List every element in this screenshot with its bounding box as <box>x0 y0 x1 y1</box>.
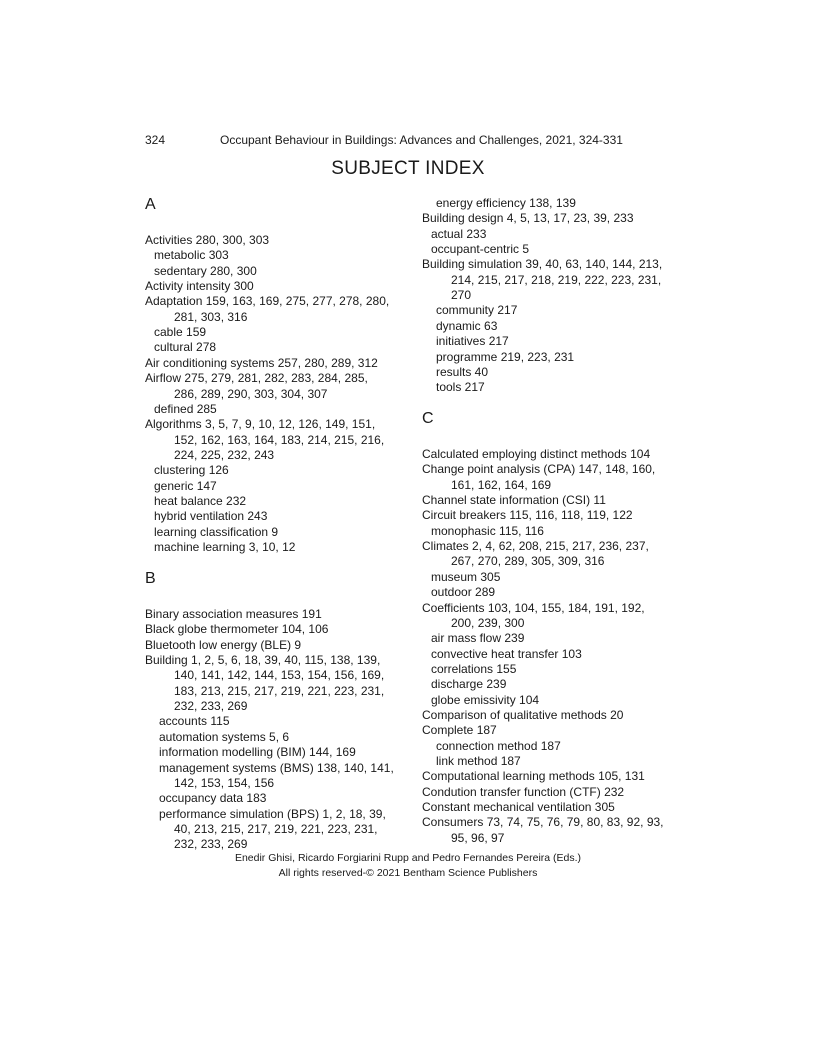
index-entry: Algorithms 3, 5, 7, 9, 10, 12, 126, 149, 151, <box>145 417 376 432</box>
index-subentry: metabolic 303 <box>154 248 229 263</box>
index-entry-continuation: 142, 153, 154, 156 <box>174 775 275 790</box>
index-subentry: generic 147 <box>154 478 217 493</box>
index-entry: Building design 4, 5, 13, 17, 23, 39, 233 <box>422 211 634 226</box>
index-entry-continuation: 214, 215, 217, 218, 219, 222, 223, 231, <box>451 272 662 287</box>
index-subentry: heat balance 232 <box>154 493 247 508</box>
section-letter-c: C <box>422 410 434 427</box>
index-entry-continuation: 281, 303, 316 <box>174 309 248 324</box>
index-entry: Complete 187 <box>422 723 497 738</box>
index-entry-continuation: 267, 270, 289, 305, 309, 316 <box>451 554 605 569</box>
index-subentry: occupant-centric 5 <box>431 242 530 257</box>
index-subentry: connection method 187 <box>436 738 561 753</box>
index-subentry: correlations 155 <box>431 661 517 676</box>
index-subentry: discharge 239 <box>431 677 507 692</box>
index-subentry: dynamic 63 <box>436 318 498 333</box>
index-subentry: convective heat transfer 103 <box>431 646 582 661</box>
index-entry-continuation: 152, 162, 163, 164, 183, 214, 215, 216, <box>174 432 385 447</box>
index-subentry: cable 159 <box>154 325 207 340</box>
index-subentry: actual 233 <box>431 226 487 241</box>
index-subentry: cultural 278 <box>154 340 217 355</box>
index-entry: Channel state information (CSI) 11 <box>422 493 606 508</box>
index-entry-continuation: 200, 239, 300 <box>451 615 525 630</box>
index-entry-continuation: 183, 213, 215, 217, 219, 221, 223, 231, <box>174 683 385 698</box>
index-entry: Change point analysis (CPA) 147, 148, 160, <box>422 462 656 477</box>
index-entry: Circuit breakers 115, 116, 118, 119, 122 <box>422 508 633 523</box>
index-entry: Airflow 275, 279, 281, 282, 283, 284, 285, <box>145 371 368 386</box>
running-header: Occupant Behaviour in Buildings: Advances and Challenges, 2021, 324-331 <box>220 133 623 147</box>
index-subentry: defined 285 <box>154 401 217 416</box>
index-subentry: learning classification 9 <box>154 524 279 539</box>
index-subentry: management systems (BMS) 138, 140, 141, <box>159 760 394 775</box>
index-subentry: results 40 <box>436 364 489 379</box>
index-entry-continuation: 232, 233, 269 <box>174 699 248 714</box>
page-title: SUBJECT INDEX <box>331 158 485 179</box>
index-entry-continuation: 161, 162, 164, 169 <box>451 477 552 492</box>
index-subentry: air mass flow 239 <box>431 631 525 646</box>
index-subentry: automation systems 5, 6 <box>159 729 290 744</box>
index-subentry: information modelling (BIM) 144, 169 <box>159 745 356 760</box>
index-subentry: performance simulation (BPS) 1, 2, 18, 39, <box>159 806 386 821</box>
index-entry-continuation: 270 <box>451 288 472 303</box>
page-number: 324 <box>145 133 166 147</box>
footer-rights: All rights reserved-© 2021 Bentham Science Publishers <box>278 867 538 879</box>
index-subentry: monophasic 115, 116 <box>431 523 544 538</box>
index-entry-continuation: 140, 141, 142, 144, 153, 154, 156, 169, <box>174 668 385 683</box>
index-entry: Air conditioning systems 257, 280, 289, 312 <box>145 355 378 370</box>
index-entry: Coefficients 103, 104, 155, 184, 191, 192, <box>422 600 645 615</box>
index-subentry: initiatives 217 <box>436 334 509 349</box>
index-entry: Calculated employing distinct methods 104 <box>422 447 651 461</box>
index-subentry: energy efficiency 138, 139 <box>436 196 576 210</box>
index-entry-continuation: 286, 289, 290, 303, 304, 307 <box>174 386 328 401</box>
index-entry: Consumers 73, 74, 75, 76, 79, 80, 83, 92, 93, <box>422 815 664 830</box>
footer-editors: Enedir Ghisi, Ricardo Forgiarini Rupp and Pedro Fernandes Pereira (Eds.) <box>234 852 582 864</box>
index-subentry: hybrid ventilation 243 <box>154 509 268 524</box>
index-subentry: accounts 115 <box>159 714 230 729</box>
section-letter-b: B <box>145 570 156 587</box>
index-subentry: globe emissivity 104 <box>431 692 540 707</box>
index-subentry: sedentary 280, 300 <box>154 263 257 278</box>
index-entry-continuation: 224, 225, 232, 243 <box>174 447 275 462</box>
index-subentry: tools 217 <box>436 380 485 395</box>
index-entry-continuation: 232, 233, 269 <box>174 837 248 852</box>
index-entry: Condution transfer function (CTF) 232 <box>422 784 625 799</box>
section-letter-a: A <box>145 196 156 213</box>
index-subentry: link method 187 <box>436 754 521 768</box>
index-entry-continuation: 95, 96, 97 <box>451 830 505 845</box>
index-subentry: machine learning 3, 10, 12 <box>154 540 296 554</box>
index-entry: Computational learning methods 105, 131 <box>422 769 645 784</box>
index-entry: Climates 2, 4, 62, 208, 215, 217, 236, 237, <box>422 539 649 554</box>
index-entry-continuation: 40, 213, 215, 217, 219, 221, 223, 231, <box>174 821 378 836</box>
index-entry: Building simulation 39, 40, 63, 140, 144, 213, <box>422 257 663 272</box>
index-entry: Binary association measures 191 <box>145 607 322 621</box>
index-entry: Activities 280, 300, 303 <box>145 233 270 247</box>
index-entry: Constant mechanical ventilation 305 <box>422 800 615 815</box>
index-subentry: outdoor 289 <box>431 585 496 600</box>
index-subentry: occupancy data 183 <box>159 791 267 806</box>
index-entry: Activity intensity 300 <box>145 279 254 294</box>
index-entry: Building 1, 2, 5, 6, 18, 39, 40, 115, 138, 139, <box>145 653 381 668</box>
index-subentry: community 217 <box>436 303 518 318</box>
index-entry: Black globe thermometer 104, 106 <box>145 622 329 637</box>
index-entry: Comparison of qualitative methods 20 <box>422 707 624 722</box>
index-subentry: programme 219, 223, 231 <box>436 349 575 364</box>
index-subentry: clustering 126 <box>154 463 229 478</box>
index-subentry: museum 305 <box>431 569 501 584</box>
index-entry: Adaptation 159, 163, 169, 275, 277, 278, 280, <box>145 294 390 309</box>
index-entry: Bluetooth low energy (BLE) 9 <box>145 637 302 652</box>
